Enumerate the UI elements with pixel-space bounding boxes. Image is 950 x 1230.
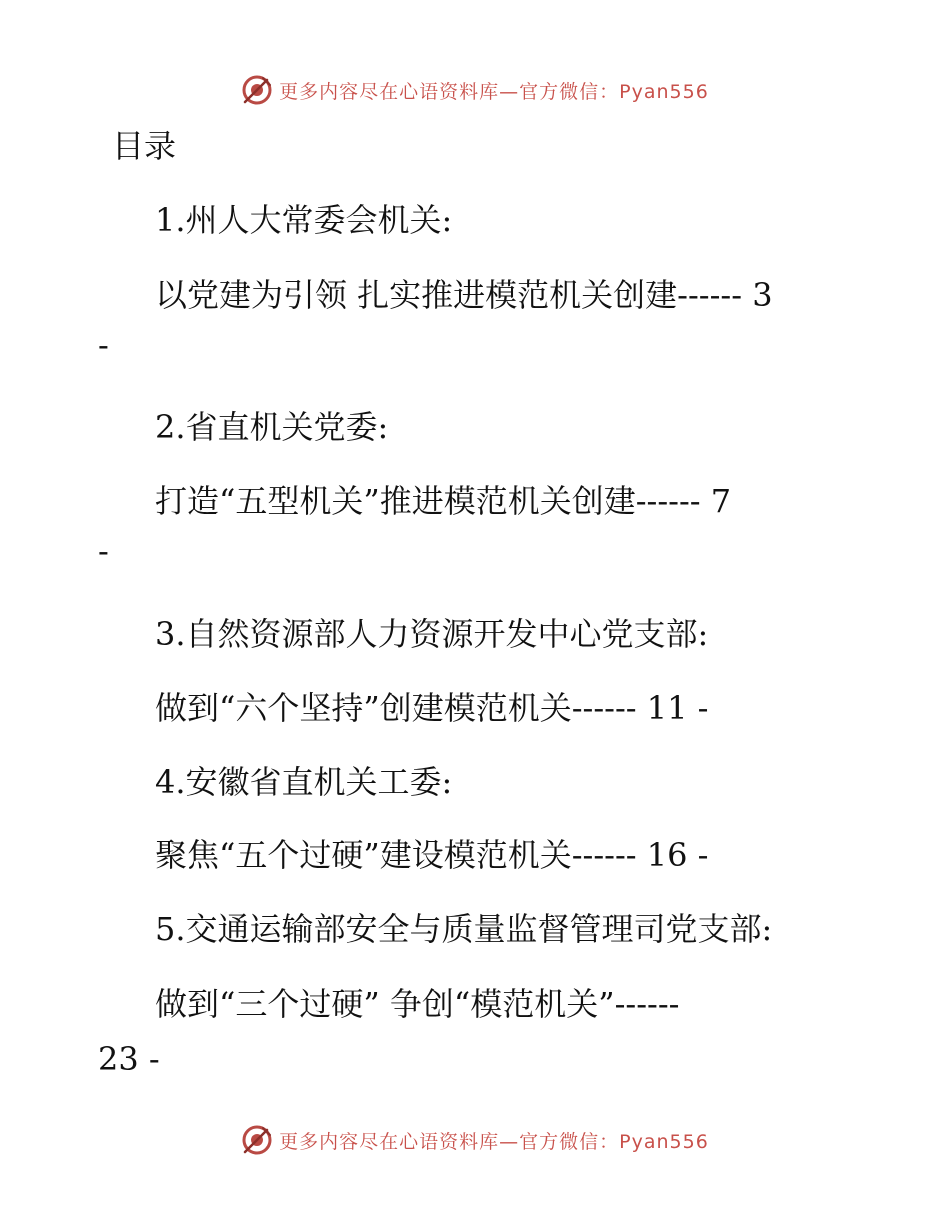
toc-title: 目录 (112, 127, 177, 165)
watermark-text: 更多内容尽在心语资料库—官方微信：Pyan556 (279, 1130, 709, 1153)
quill-seal-logo-icon (241, 1124, 273, 1156)
toc-entry-1-title: 以党建为引领 扎实推进模范机关创建------ 3 (155, 276, 773, 314)
toc-entry-5-title: 做到“三个过硬” 争创“模范机关”------ (155, 985, 680, 1023)
toc-entry-3-heading: 3.自然资源部人力资源开发中心党支部: (155, 615, 709, 653)
toc-entry-4-title: 聚焦“五个过硬”建设模范机关------ 16 - (155, 836, 709, 874)
toc-entry-5-page-suffix: 23 - (98, 1040, 160, 1078)
toc-entry-2-page-suffix: - (98, 532, 109, 570)
toc-entry-5-heading: 5.交通运输部安全与质量监督管理司党支部: (155, 910, 773, 948)
watermark-text: 更多内容尽在心语资料库—官方微信：Pyan556 (279, 80, 709, 103)
watermark-banner-bottom (0, 1120, 950, 1160)
toc-entry-4-heading: 4.安徽省直机关工委: (155, 763, 453, 801)
watermark-banner-top (0, 70, 950, 110)
toc-entry-1-page-suffix: - (98, 326, 109, 364)
quill-seal-logo-icon (241, 74, 273, 106)
toc-entry-2-title: 打造“五型机关”推进模范机关创建------ 7 (155, 482, 732, 520)
toc-entry-3-title: 做到“六个坚持”创建模范机关------ 11 - (155, 689, 709, 727)
toc-entry-2-heading: 2.省直机关党委: (155, 408, 389, 446)
toc-entry-1-heading: 1.州人大常委会机关: (155, 201, 453, 239)
